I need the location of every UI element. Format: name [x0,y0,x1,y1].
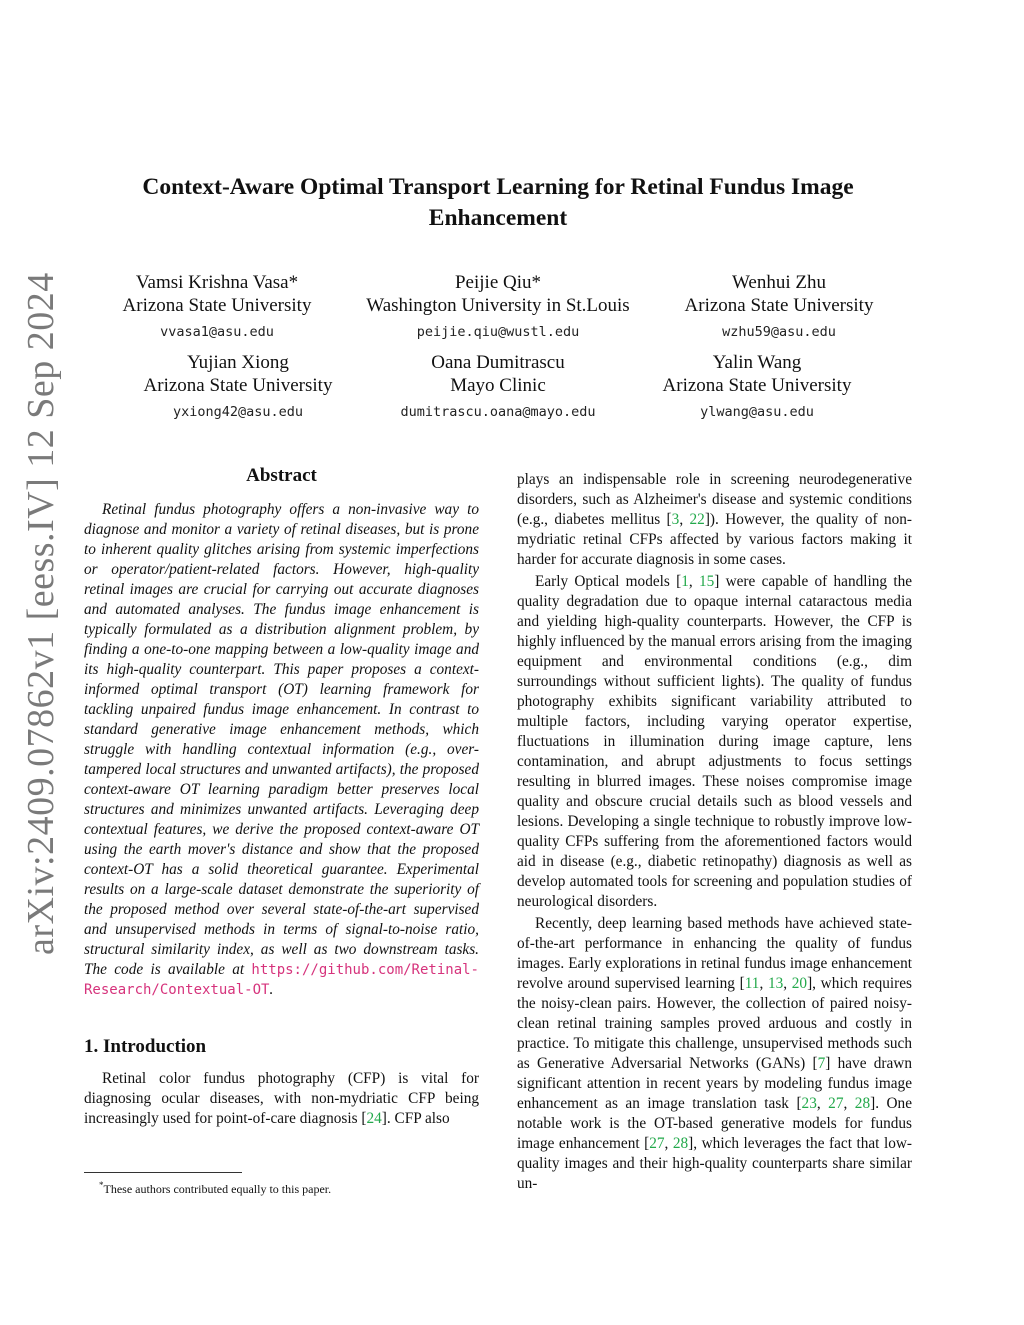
paragraph-text: ], which leverages the fact that low-quality images and their high-quality counterparts share similar un- [517,1135,912,1192]
author-email[interactable]: peijie.qiu@wustl.edu [416,324,580,340]
citation-link[interactable]: 13 [767,975,784,992]
citation-link[interactable]: 1 [681,573,689,590]
code-link[interactable]: https://github.com/Retinal-Research/Contextual-OT [84,962,479,998]
citation-separator: , [843,1095,855,1112]
author-name: Wenhui Zhu [732,272,826,293]
citation-link[interactable]: 3 [671,511,680,528]
author-block-6 [607,351,907,424]
introduction-heading: 1. Introduction [84,1036,207,1057]
title-line-2: Enhancement [428,205,568,231]
paragraph-text: Early Optical models [ [535,573,682,590]
citation-link[interactable]: 24 [366,1110,382,1127]
footnote [99,1177,331,1197]
author-name: Peijie Qiu* [454,272,542,293]
paragraph-text: Retinal color fundus photography (CFP) is vital for diagnosing ocular diseases, with non-mydriatic CFP being increasingly used for point-of-care diagnosis [ [84,1070,479,1127]
citation-link[interactable]: 27 [649,1135,665,1152]
title-line-1: Context-Aware Optimal Transport Learning for Retinal Fundus Image [142,174,854,200]
paper-title [100,172,896,234]
citation-link[interactable]: 23 [801,1095,817,1112]
abstract-heading: Abstract [246,465,317,486]
citation-link[interactable]: 28 [854,1095,871,1112]
author-name: Oana Dumitrascu [431,352,565,373]
citation-link[interactable]: 11 [744,975,760,992]
paragraph-text: ] were capable of handling the quality degradation due to opaque internal cataractous media and yielding high-quality counterparts. However, the CFP is highly influenced by the manual errors arising from the imaging equipment and environmental conditions (e.g., dim surroundings without sufficient lights). The quality of fundus photography exhibits significant variability attributed to multiple factors, including varying operator expertise, fluctuations in illumination during image capture, lens contamination, and abrupt adjustments to focus settings resulting in blurred images. These noises compromise image quality and obscure crucial details such as blood vessels and lesions. Developing a single technique to robustly improve low-quality CFPs suffering from the aforementioned factors would aid in disease (e.g., diabetic retinopathy) diagnosis as well as develop automated tools for screening and population studies of neurological disorders. [517,573,913,910]
paragraph-text: plays an indispensable role in screening neurodegenerative disorders, such as Alzheimer's disease and systemic conditions (e.g., diabetes mellitus [ [517,471,912,528]
footnote-mark: * [99,1180,104,1190]
abstract-text: Retinal fundus photography offers a non-invasive way to diagnose and monitor a variety of retinal diseases, but is prone to inherent quality glitches arising from systemic imperfections or operator/patient-related factors. However, high-quality retinal images are crucial for carrying out accurate diagnoses and automated analyses. The fundus image enhancement is typically formulated as a distribution alignment problem, by finding a one-to-one mapping between a low-quality image and its high-quality counterpart. This paper proposes a context-informed optimal transport (OT) learning framework for tackling unpaired fundus image enhancement. In contrast to standard generative image enhancement methods, which struggle with handling contextual information (e.g., over-tampered local structures and unwanted artifacts), the proposed context-aware OT learning paradigm better preserves local structures and minimizes unwanted artifacts. Leveraging deep contextual features, we derive the proposed context-aware OT using the earth mover's distance and show that the proposed context-OT has a solid theoretical guarantee. Experimental results on a large-scale dataset demonstrate the superiority of the proposed method over several state-of-the-art supervised and unsupervised methods in terms of signal-to-noise ratio, structural similarity index, as well as two downstream tasks. The code is available at [84,501,479,978]
intro-paragraph-2 [517,572,912,912]
author-name: Yalin Wang [712,352,802,373]
right-column [517,470,912,1194]
citation-link[interactable]: 22 [689,511,705,528]
author-block-5 [348,351,648,424]
paragraph-text: ]. One notable work is the OT-based generative models for fundus image enhancement [ [517,1095,912,1152]
author-email[interactable]: ylwang@asu.edu [700,404,814,420]
citation-link[interactable]: 20 [791,975,808,992]
citation-separator: , [664,1135,673,1152]
citation-separator: , [679,511,690,528]
paragraph-text: ] have drawn significant attention in recent years by modeling fundus image enhancement as an image translation task [ [517,1055,912,1112]
footnote-text: These authors contributed equally to this paper. [103,1182,332,1196]
citation-link[interactable]: 28 [672,1135,689,1152]
footnote-divider [84,1172,242,1173]
citation-separator: , [816,1095,829,1112]
author-block-4 [88,351,388,424]
abstract-end: . [269,981,274,998]
citation-separator: , [759,975,768,992]
paragraph-text: Recently, deep learning based methods have achieved state-of-the-art performance in enhancing the quality of fundus images. Early explorations in retinal fundus image enhancement revolve around supervised learning [ [517,915,912,992]
author-affiliation: Arizona State University [662,375,852,396]
author-email[interactable]: dumitrascu.oana@mayo.edu [400,404,596,420]
author-email[interactable]: yxiong42@asu.edu [172,404,304,420]
paragraph-text: ]. CFP also [381,1110,450,1127]
author-email[interactable]: vvasa1@asu.edu [160,324,274,340]
paragraph-text: ]). However, the quality of non-mydriatic retinal CFPs affected by various factors making it harder for accurate diagnosis in some cases. [517,511,912,568]
paragraph-text: ], which requires the noisy-clean pairs. However, the collection of paired noisy-clean retinal training samples proved arduous and costly in practice. To mitigate this challenge, unsupervised methods such as Generative Adversarial Networks (GANs) [ [517,975,913,1072]
author-affiliation: Arizona State University [122,295,312,316]
author-block-3 [629,271,929,344]
intro-paragraph-1 [84,1069,479,1129]
author-affiliation: Mayo Clinic [450,375,546,396]
author-affiliation: Washington University in St.Louis [366,295,630,316]
author-affiliation: Arizona State University [684,295,874,316]
author-block-1 [67,271,367,344]
abstract-body [84,500,479,1000]
citation-separator: , [688,573,699,590]
author-name: Yujian Xiong [187,352,289,373]
author-name: Vamsi Krishna Vasa* [135,272,299,293]
author-block-2 [348,271,648,344]
left-column [84,466,479,1129]
citation-separator: , [783,975,792,992]
arxiv-identifier: arXiv:2409.07862v1 [eess.IV] 12 Sep 2024 [20,272,62,955]
intro-paragraph-3 [517,914,912,1194]
author-affiliation: Arizona State University [143,375,333,396]
citation-link[interactable]: 27 [828,1095,844,1112]
intro-paragraph-1-continued [517,470,912,570]
citation-link[interactable]: 7 [817,1055,826,1072]
citation-link[interactable]: 15 [698,573,715,590]
author-email[interactable]: wzhu59@asu.edu [722,324,836,340]
